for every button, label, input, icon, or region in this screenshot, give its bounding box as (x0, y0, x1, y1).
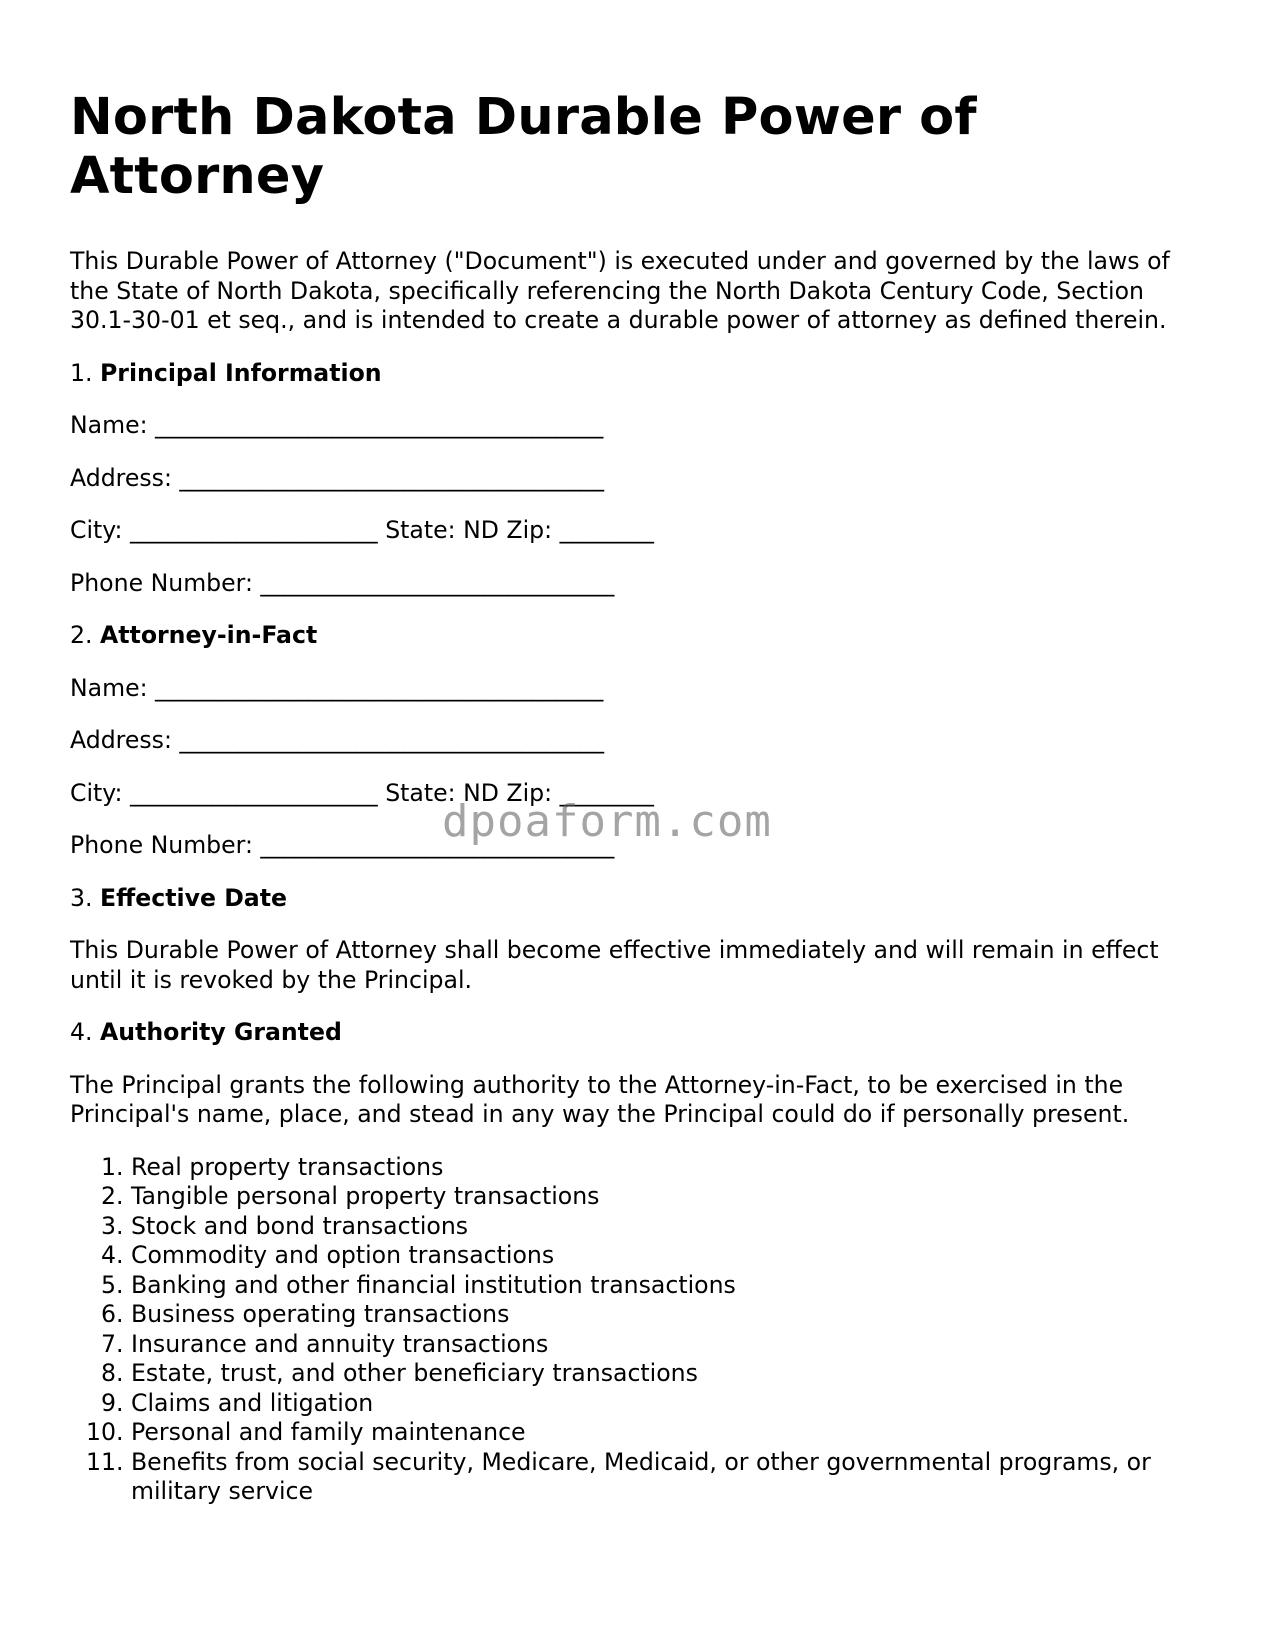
list-item: 5. Banking and other financial institution transactions (131, 1271, 1210, 1301)
section-1-heading (70, 359, 1210, 389)
attorney-name-field[interactable]: Name: ______________________________________ (70, 673, 604, 702)
attorney-phone-field[interactable]: Phone Number: ______________________________ (70, 831, 615, 859)
section-2-number: 2. (70, 621, 93, 649)
section-1-number: 1. (70, 358, 93, 387)
list-item: 1. Real property transactions (131, 1153, 1210, 1183)
section-3-heading (70, 884, 1210, 914)
list-item: 4. Commodity and option transactions (131, 1241, 1210, 1271)
watermark: dpoaform.com (442, 796, 772, 847)
effective-date-paragraph: This Durable Power of Attorney shall become effective immediately and will remain in effect until it is revoked by the Principal. (70, 936, 1159, 994)
section-3-title: Effective Date (100, 883, 287, 912)
intro-paragraph: This Durable Power of Attorney ("Document") is executed under and governed by the laws of the State of North Dakota, specifically referencing the North Dakota Century Code, Section 30.1-30-01 et seq., and is intended to create a durable power of attorney as defined therein. (70, 247, 1170, 334)
list-item: 10. Personal and family maintenance (131, 1418, 1210, 1448)
section-3-number: 3. (70, 883, 93, 912)
principal-address-field[interactable]: Address: ____________________________________ (70, 463, 605, 492)
authority-list (70, 1153, 1210, 1507)
list-item: 11. Benefits from social security, Medicare, Medicaid, or other governmental programs, or military service (131, 1448, 1210, 1507)
list-item: 8. Estate, trust, and other beneficiary transactions (131, 1359, 1210, 1389)
list-item: 9. Claims and litigation (131, 1389, 1210, 1419)
authority-paragraph: The Principal grants the following authority to the Attorney-in-Fact, to be exercised in the Principal's name, place, and stead in any way the Principal could do if personally present. (70, 1070, 1130, 1128)
attorney-city-state-zip-field[interactable]: City: _____________________ State: ND Zip: ________ (70, 778, 654, 807)
section-4-heading (70, 1018, 1210, 1048)
document-page (70, 88, 1210, 1507)
section-1-title: Principal Information (100, 358, 382, 387)
list-item: 6. Business operating transactions (131, 1300, 1210, 1330)
document-title: North Dakota Durable Power of Attorney (70, 88, 977, 206)
principal-city-state-zip-field[interactable]: City: _____________________ State: ND Zip: ________ (70, 516, 654, 544)
principal-name-field[interactable]: Name: ______________________________________ (70, 411, 604, 439)
section-4-number: 4. (70, 1018, 93, 1046)
list-item: 2. Tangible personal property transactions (131, 1182, 1210, 1212)
section-2-title: Attorney-in-Fact (100, 621, 318, 649)
principal-phone-field[interactable]: Phone Number: ______________________________ (70, 568, 615, 597)
section-2-heading (70, 621, 1210, 651)
list-item: 7. Insurance and annuity transactions (131, 1330, 1210, 1360)
attorney-address-field[interactable]: Address: ____________________________________ (70, 726, 605, 754)
list-item: 3. Stock and bond transactions (131, 1212, 1210, 1242)
section-4-title: Authority Granted (100, 1018, 342, 1046)
